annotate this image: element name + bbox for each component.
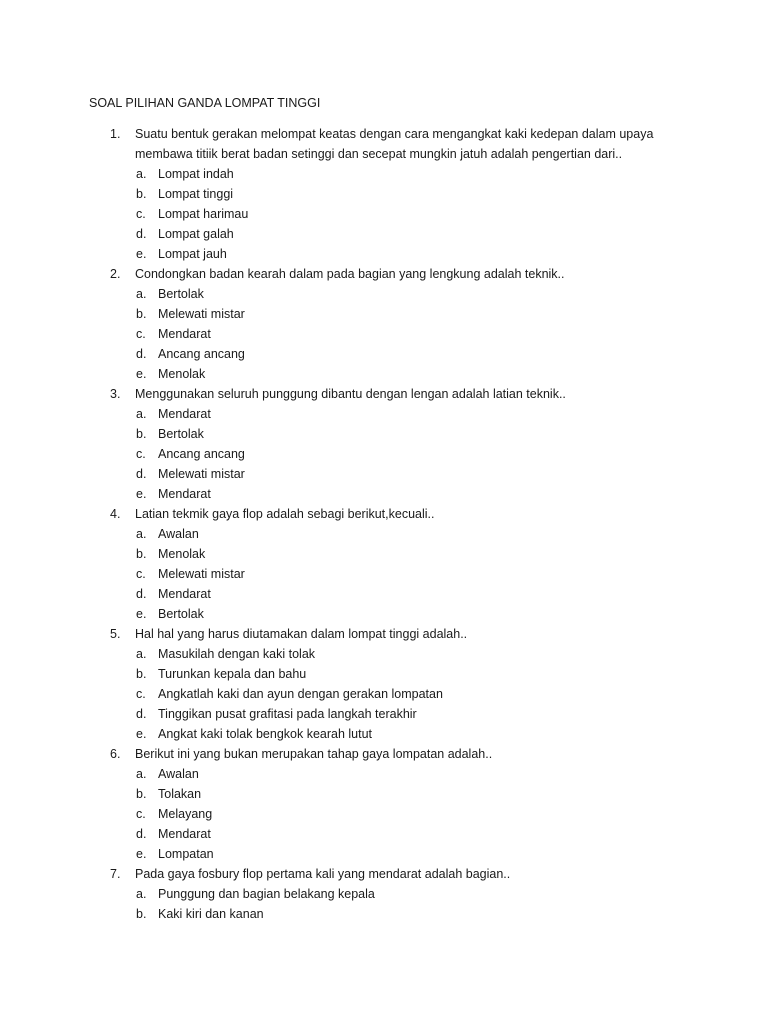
option-text: Masukilah dengan kaki tolak [158, 647, 316, 661]
question-text: Condongkan badan kearah dalam pada bagian yang lengkung adalah teknik.. [135, 267, 565, 281]
option-item [0, 284, 768, 304]
option-list [0, 404, 768, 504]
option-item [0, 424, 768, 444]
option-item [0, 824, 768, 844]
option-letter: b. [136, 427, 147, 441]
option-text: Awalan [158, 767, 199, 781]
option-item [0, 244, 768, 264]
option-item [0, 304, 768, 324]
option-text: Mendarat [158, 587, 211, 601]
option-text: Mendarat [158, 407, 211, 421]
option-letter: d. [136, 467, 147, 481]
option-letter: a. [136, 767, 147, 781]
option-letter: c. [136, 567, 146, 581]
option-letter: e. [136, 487, 147, 501]
option-text: Bertolak [158, 607, 204, 621]
question-item [0, 744, 768, 864]
question-row [0, 384, 768, 404]
option-letter: c. [136, 207, 146, 221]
option-list [0, 764, 768, 864]
option-item [0, 324, 768, 344]
option-item [0, 704, 768, 724]
option-item [0, 444, 768, 464]
option-letter: b. [136, 307, 147, 321]
option-letter: e. [136, 247, 147, 261]
option-letter: b. [136, 907, 147, 921]
option-text: Lompat harimau [158, 207, 249, 221]
question-text: Suatu bentuk gerakan melompat keatas dengan cara mengangkat kaki kedepan dalam upaya membawa titiik berat badan setinggi dan secepat mungkin jatuh adalah pengertian dari.. [135, 127, 654, 161]
option-item [0, 644, 768, 664]
option-item [0, 404, 768, 424]
option-item [0, 524, 768, 544]
option-letter: b. [136, 787, 147, 801]
option-letter: d. [136, 707, 147, 721]
question-text: Menggunakan seluruh punggung dibantu dengan lengan adalah latian teknik.. [135, 387, 566, 401]
option-letter: c. [136, 807, 146, 821]
option-text: Ancang ancang [158, 347, 245, 361]
question-number: 1. [110, 127, 121, 141]
option-text: Menolak [158, 367, 206, 381]
option-letter: c. [136, 447, 146, 461]
option-item [0, 164, 768, 184]
option-text: Lompat tinggi [158, 187, 234, 201]
option-item [0, 564, 768, 584]
option-letter: c. [136, 687, 146, 701]
option-text: Melayang [158, 807, 213, 821]
question-item [0, 124, 768, 264]
question-row [0, 124, 768, 164]
option-text: Angkat kaki tolak bengkok kearah lutut [158, 727, 373, 741]
option-letter: a. [136, 527, 147, 541]
question-row [0, 264, 768, 284]
option-letter: d. [136, 347, 147, 361]
question-text: Pada gaya fosbury flop pertama kali yang mendarat adalah bagian.. [135, 867, 511, 881]
option-item [0, 604, 768, 624]
question-item [0, 624, 768, 744]
option-item [0, 364, 768, 384]
option-item [0, 204, 768, 224]
option-text: Menolak [158, 547, 206, 561]
option-item [0, 804, 768, 824]
option-letter: e. [136, 367, 147, 381]
option-text: Melewati mistar [158, 567, 245, 581]
option-text: Bertolak [158, 427, 204, 441]
option-list [0, 164, 768, 264]
option-list [0, 884, 768, 924]
question-text: Berikut ini yang bukan merupakan tahap gaya lompatan adalah.. [135, 747, 493, 761]
option-item [0, 484, 768, 504]
question-row [0, 864, 768, 884]
option-text: Mendarat [158, 327, 211, 341]
option-letter: a. [136, 287, 147, 301]
option-text: Mendarat [158, 827, 211, 841]
option-item [0, 664, 768, 684]
question-number: 4. [110, 507, 121, 521]
question-row [0, 504, 768, 524]
option-letter: a. [136, 647, 147, 661]
option-item [0, 224, 768, 244]
question-text: Hal hal yang harus diutamakan dalam lompat tinggi adalah.. [135, 627, 468, 641]
option-letter: e. [136, 727, 147, 741]
option-item [0, 844, 768, 864]
question-number: 3. [110, 387, 121, 401]
option-list [0, 524, 768, 624]
option-text: Lompatan [158, 847, 214, 861]
option-letter: a. [136, 407, 147, 421]
option-item [0, 544, 768, 564]
question-number: 5. [110, 627, 121, 641]
option-item [0, 344, 768, 364]
option-item [0, 884, 768, 904]
question-list [0, 124, 768, 924]
option-text: Lompat galah [158, 227, 234, 241]
option-letter: b. [136, 187, 147, 201]
question-number: 2. [110, 267, 121, 281]
option-item [0, 584, 768, 604]
option-letter: d. [136, 227, 147, 241]
option-text: Tolakan [158, 787, 202, 801]
option-item [0, 764, 768, 784]
option-letter: a. [136, 167, 147, 181]
option-text: Tinggikan pusat grafitasi pada langkah terakhir [158, 707, 417, 721]
option-text: Punggung dan bagian belakang kepala [158, 887, 375, 901]
option-letter: a. [136, 887, 147, 901]
option-item [0, 904, 768, 924]
option-text: Lompat indah [158, 167, 234, 181]
question-item [0, 504, 768, 624]
option-item [0, 724, 768, 744]
option-text: Melewati mistar [158, 467, 245, 481]
question-row [0, 744, 768, 764]
option-text: Kaki kiri dan kanan [158, 907, 264, 921]
question-text: Latian tekmik gaya flop adalah sebagi berikut,kecuali.. [135, 507, 435, 521]
option-letter: b. [136, 547, 147, 561]
question-item [0, 384, 768, 504]
option-text: Bertolak [158, 287, 204, 301]
option-item [0, 684, 768, 704]
option-text: Turunkan kepala dan bahu [158, 667, 307, 681]
option-list [0, 644, 768, 744]
option-letter: d. [136, 587, 147, 601]
option-text: Awalan [158, 527, 199, 541]
option-text: Ancang ancang [158, 447, 245, 461]
document-title: SOAL PILIHAN GANDA LOMPAT TINGGI [89, 96, 321, 110]
question-number: 6. [110, 747, 121, 761]
option-letter: e. [136, 847, 147, 861]
question-number: 7. [110, 867, 121, 881]
option-letter: d. [136, 827, 147, 841]
option-letter: e. [136, 607, 147, 621]
option-item [0, 184, 768, 204]
option-text: Lompat jauh [158, 247, 227, 261]
question-item [0, 864, 768, 924]
option-text: Melewati mistar [158, 307, 245, 321]
option-letter: b. [136, 667, 147, 681]
option-item [0, 784, 768, 804]
option-text: Angkatlah kaki dan ayun dengan gerakan lompatan [158, 687, 443, 701]
question-row [0, 624, 768, 644]
option-item [0, 464, 768, 484]
question-item [0, 264, 768, 384]
option-text: Mendarat [158, 487, 211, 501]
option-list [0, 284, 768, 384]
option-letter: c. [136, 327, 146, 341]
